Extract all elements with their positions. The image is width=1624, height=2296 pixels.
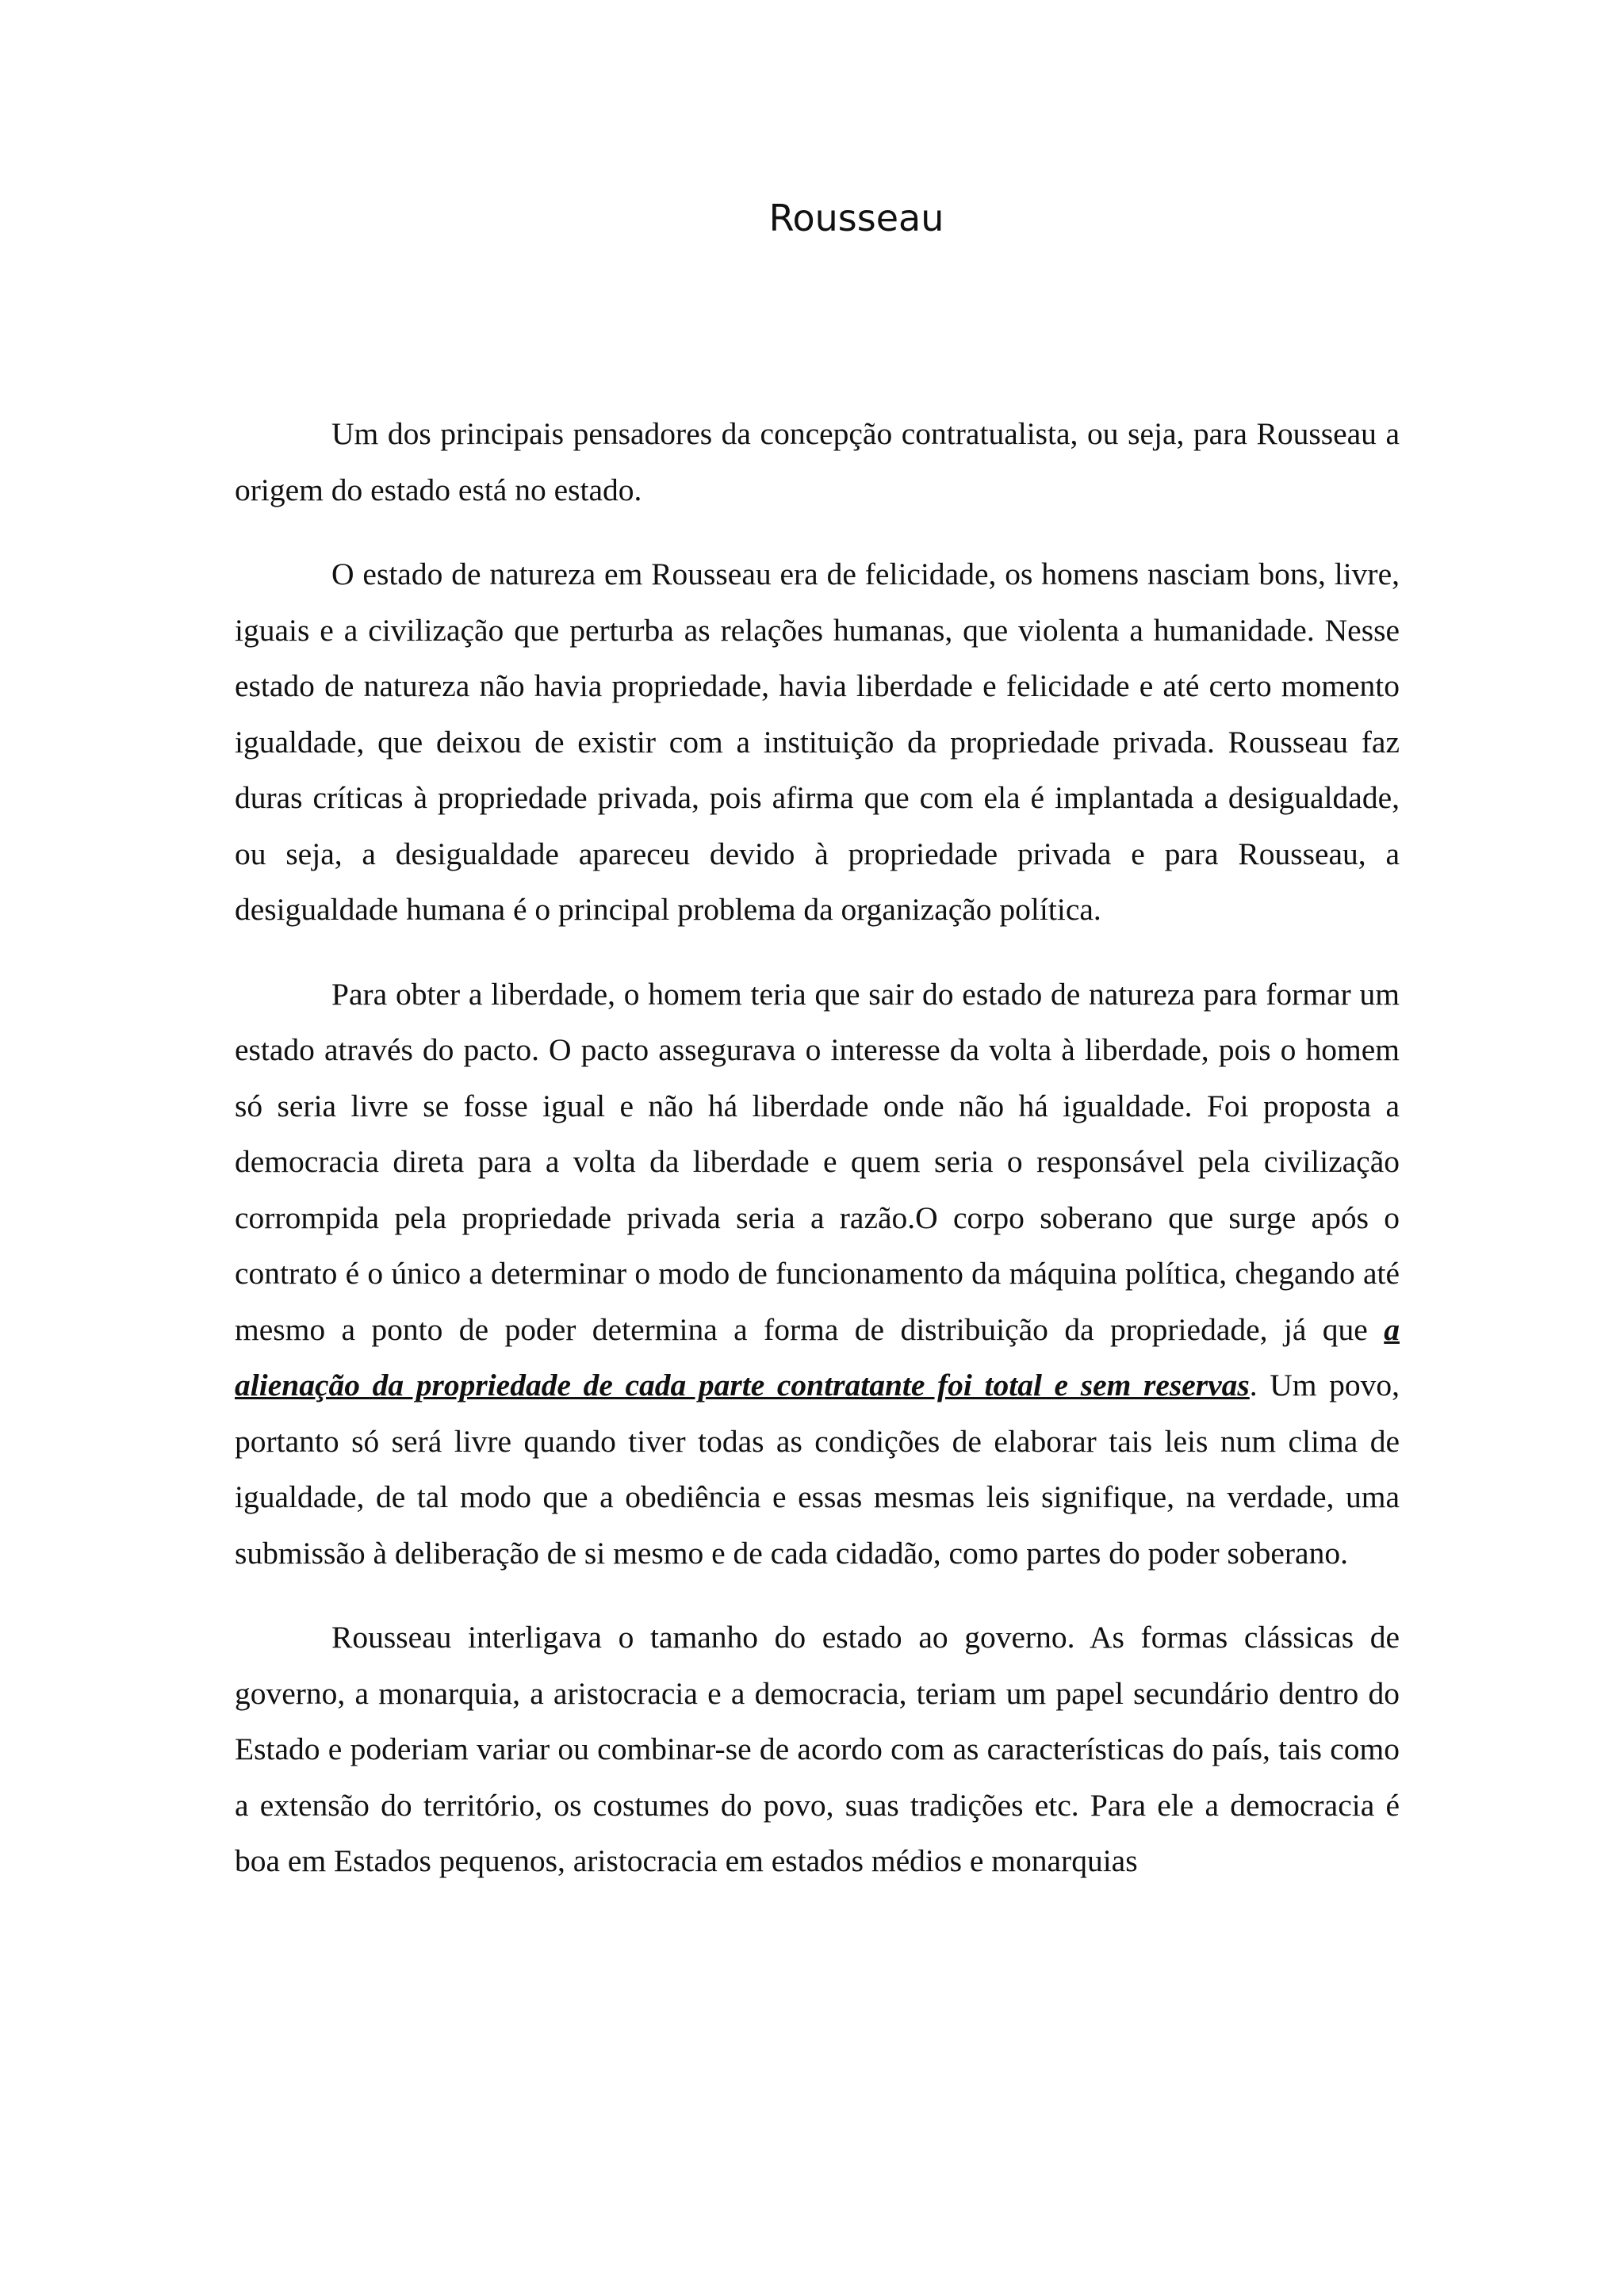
paragraph-social-pact-before: Para obter a liberdade, o homem teria que sair do estado de natureza para formar um estado através do pacto. O pacto assegurava o interesse da volta à liberdade, pois o homem só seria livre se fosse igual e não há liberdade onde não há igualdade. Foi proposta a democracia direta para a volta da liberdade e quem seria o responsável pela civilização corrompida pela propriedade privada seria a razão.O corpo soberano que surge após o contrato é o único a determinar o modo de funcionamento da máquina política, chegando até mesmo a ponto de poder determina a forma de distribuição da propriedade, já que	[235, 976, 1400, 1347]
paragraph-state-of-nature: O estado de natureza em Rousseau era de felicidade, os homens nasciam bons, livre, iguais e a civilização que perturba as relações humanas, que violenta a humanidade. Nesse estado de natureza não havia propriedade, havia liberdade e felicidade e até certo momento igualdade, que deixou de existir com a instituição da propriedade privada. Rousseau faz duras críticas à propriedade privada, pois afirma que com ela é implantada a desigualdade, ou seja, a desigualdade apareceu devido à propriedade privada e para Rousseau, a desigualdade humana é o principal problema da organização política.	[235, 557, 1400, 927]
paragraph-social-pact-after: . Um povo, portanto só será livre quando tiver todas as condições de elaborar tais leis num clima de igualdade, de tal modo que a obediência e essas mesmas leis signifique, na verdade, uma submissão à deliberação de si mesmo e de cada cidadão, como partes do poder soberano.	[235, 1368, 1400, 1571]
paragraph-intro: Um dos principais pensadores da concepção contratualista, ou seja, para Rousseau a origem do estado está no estado.	[235, 416, 1400, 507]
paragraph-forms-of-government: Rousseau interligava o tamanho do estado ao governo. As formas clássicas de governo, a monarquia, a aristocracia e a democracia, teriam um papel secundário dentro do Estado e poderiam variar ou combinar-se de acordo com as características do país, tais como a extensão do território, os costumes do povo, suas tradições etc. Para ele a democracia é boa em Estados pequenos, aristocracia em estados médios e monarquias	[235, 1620, 1400, 1878]
emphasized-quote: a alienação da propriedade de cada parte contratante foi total e sem reservas	[235, 1311, 1400, 1402]
document-body	[235, 406, 1400, 1918]
document-title: Rousseau	[768, 197, 944, 239]
paragraph-social-pact	[235, 966, 1400, 1582]
